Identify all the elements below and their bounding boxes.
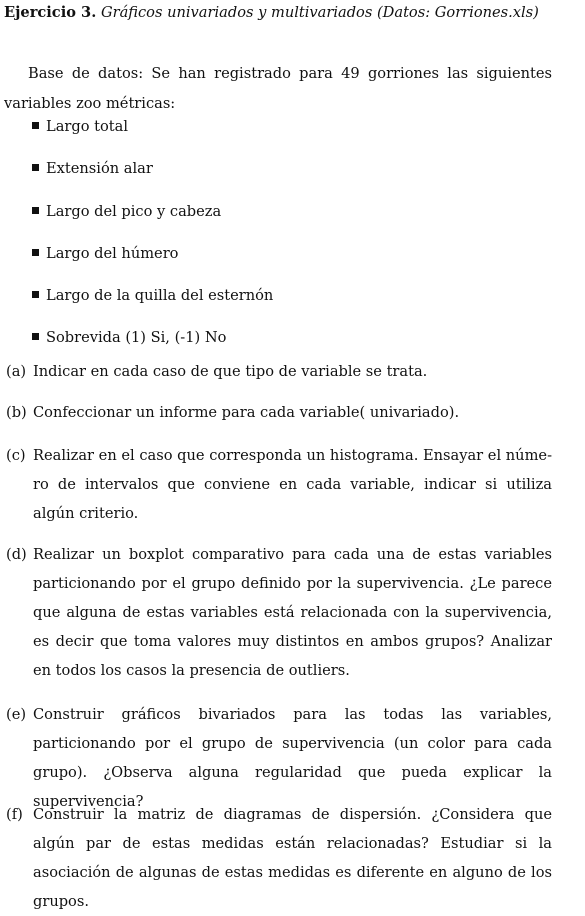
bullet-icon bbox=[32, 164, 39, 171]
task-text: Confeccionar un informe para cada variable( univariado). bbox=[33, 404, 460, 421]
variable-label: Largo del pico y cabeza bbox=[46, 203, 222, 220]
bullet-icon bbox=[32, 122, 39, 129]
task-d bbox=[6, 540, 552, 685]
exercise-heading bbox=[4, 3, 539, 23]
task-text: Construir gráficos bivariados para las todas las variables, particionando por el grupo de supervivencia (un color para cada grupo). ¿Observa alguna regularidad que pueda explicar la supervivencia? bbox=[33, 706, 552, 810]
variable-label: Extensión alar bbox=[46, 160, 153, 177]
variable-label: Largo del húmero bbox=[46, 245, 179, 262]
variable-item bbox=[32, 157, 153, 181]
task-text: Realizar un boxplot comparativo para cada una de estas variables particionando por el grupo definido por la supervivencia. ¿Le parece que alguna de estas variables está relacionada con la supervivencia, es decir que toma valores muy distintos en ambos grupos? Analizar en todos los casos la presencia de outliers. bbox=[33, 546, 552, 679]
variable-item bbox=[32, 115, 128, 139]
task-text: Realizar en el caso que corresponda un histograma. Ensayar el número de intervalos que conviene en cada variable, indicar si utiliza algún criterio. bbox=[33, 447, 552, 522]
task-tag: (f) bbox=[6, 806, 23, 823]
task-tag: (c) bbox=[6, 447, 26, 464]
intro-paragraph: Base de datos: Se han registrado para 49 gorriones las siguientes variables zoo métricas: bbox=[4, 64, 552, 112]
bullet-icon bbox=[32, 207, 39, 214]
variable-item bbox=[32, 284, 273, 308]
variable-item bbox=[32, 200, 221, 224]
exercise-label: Ejercicio 3. bbox=[4, 4, 97, 21]
task-tag: (b) bbox=[6, 404, 27, 421]
task-c bbox=[6, 441, 552, 528]
variable-item bbox=[32, 326, 226, 350]
variable-label: Largo total bbox=[46, 118, 129, 135]
task-a bbox=[6, 357, 552, 386]
task-text: Construir la matriz de diagramas de dispersión. ¿Considera que algún par de estas medidas están relacionadas? Estudiar si la asociación de algunas de estas medidas es diferente en alguno de los grupos. bbox=[33, 806, 552, 910]
bullet-icon bbox=[32, 249, 39, 256]
bullet-icon bbox=[32, 333, 39, 340]
task-e bbox=[6, 700, 552, 816]
task-text: Indicar en cada caso de que tipo de variable se trata. bbox=[33, 363, 428, 380]
variable-label: Largo de la quilla del esternón bbox=[46, 287, 274, 304]
variable-label: Sobrevida (1) Si, (-1) No bbox=[46, 329, 227, 346]
bullet-icon bbox=[32, 291, 39, 298]
task-b bbox=[6, 398, 552, 427]
task-f bbox=[6, 800, 552, 916]
task-tag: (d) bbox=[6, 546, 27, 563]
task-tag: (e) bbox=[6, 706, 27, 723]
task-tag: (a) bbox=[6, 363, 27, 380]
variable-item bbox=[32, 242, 178, 266]
exercise-subtitle: Gráficos univariados y multivariados (Datos: Gorriones.xls) bbox=[100, 4, 539, 21]
